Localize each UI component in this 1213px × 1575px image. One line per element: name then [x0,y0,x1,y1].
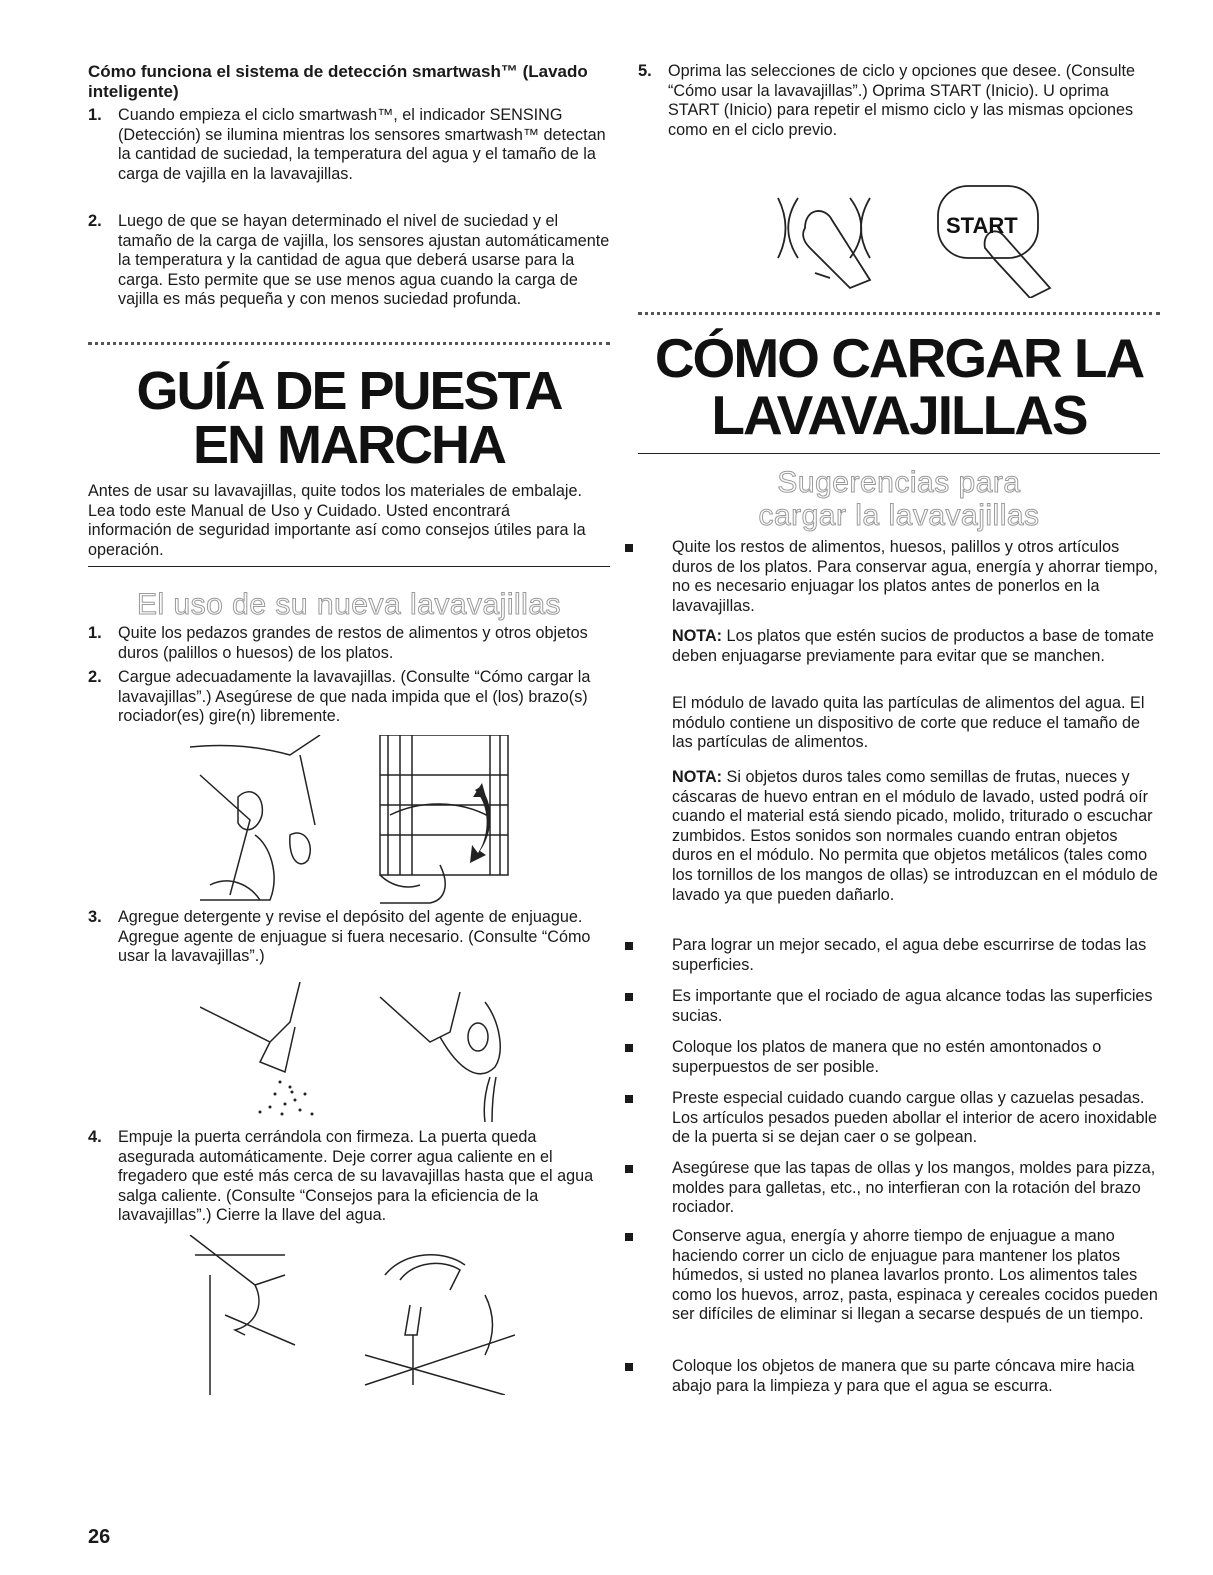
step-text: Agregue detergente y revise el depósito del agente de enjuague. Agregue agente de enjuague si fuera necesario. (Consulte “Cómo usar la lavavajillas”.) [118,908,591,966]
step-3 [88,908,610,967]
item-number: 1. [88,106,102,124]
step-1 [88,624,610,663]
section-heading-uso: El uso de su nueva lavavajillas [136,588,562,621]
start-button-label: START [946,213,1018,238]
module-paragraph: El módulo de lavado quita las partículas de alimentos del agua. El módulo contiene un dispositivo de corte que reduce el tamaño de las partículas de alimentos. [672,694,1145,752]
tip-text: Coloque los objetos de manera que su parte cóncava mire hacia abajo para la limpieza y para que el agua se escurra. [672,1357,1135,1395]
step-number: 1. [88,624,102,642]
detergent-illustration [200,982,520,1122]
smartwash-heading: Cómo funciona el sistema de detección smartwash™ (Lavado inteligente) [88,62,588,101]
tip-text: Para lograr un mejor secado, el agua debe escurrirse de todas las superficies. [672,936,1147,974]
section-rule [88,566,610,567]
tip-text: Quite los restos de alimentos, huesos, palillos y otros artículos duros de los platos. Para conservar agua, energía y ahorrar tiempo, no es necesario enjuagar los platos antes de ponerlos en la lavavajillas. [672,538,1158,615]
tip-text: Asegúrese que las tapas de ollas y los mangos, moldes para pizza, moldes para galletas, etc., no interfieran con la rotación del brazo rociador. [672,1159,1156,1217]
section-rule [638,453,1160,454]
step-4 [88,1128,610,1226]
step-text: Quite los pedazos grandes de restos de alimentos y otros objetos duros (palillos o huesos) de los platos. [118,624,588,662]
loading-rack-illustration [190,735,520,905]
bullet-marker [638,1357,672,1396]
dotted-divider [88,342,610,345]
bullet-marker [638,1089,672,1148]
smartwash-item-1 [88,106,610,184]
intro-paragraph: Antes de usar su lavavajillas, quite todos los materiales de embalaje. Lea todo este Manual de Uso y Cuidado. Usted encontrará información de seguridad importante así como consejos útiles para la operación. [88,482,586,559]
tip-item [638,1357,1160,1396]
smartwash-item-2 [88,212,610,310]
item-number: 2. [88,212,102,230]
tips-heading-line-1: Sugerencias para [777,466,1021,499]
step-text: Cargue adecuadamente la lavavajillas. (Consulte “Cómo cargar la lavavajillas”.) Asegúrese de que nada impida que el (los) brazo(s) rociador(es) gire(n) libremente. [118,668,591,726]
tip-item [638,987,1160,1026]
step-2 [88,668,610,727]
item-text: Luego de que se hayan determinado el nivel de suciedad y el tamaño de la carga de vajilla, los sensores ajustan automáticamente la temperatura y la cantidad de agua que deberá usarse para la carga. Esto permite que se use menos agua cuando la carga de vajilla es más pequeña y con menos suciedad profunda. [118,212,610,309]
page-title-como-cargar [638,327,1160,446]
note-2 [672,768,1160,905]
tip-item [638,1159,1160,1218]
note-text: Los platos que estén sucios de productos a base de tomate deben enjuagarse previamente para evitar que se manchen. [672,627,1155,665]
tips-heading [638,466,1160,532]
tip-item [638,1089,1160,1148]
step-number: 4. [88,1128,102,1146]
step-text: Empuje la puerta cerrándola con firmeza. La puerta queda asegurada automáticamente. Deje correr agua caliente en el fregadero que esté más cerca de su lavavajillas hasta que el agua salga caliente. (Consulte “Consejos para la eficiencia de la lavavajillas”.) Cierre la llave del agua. [118,1128,594,1225]
tip-item [638,936,1160,975]
dotted-divider [638,312,1160,315]
bullet-marker [638,1038,672,1077]
title-line-1: CÓMO CARGAR LA [654,327,1144,389]
tips-heading-line-2: cargar la lavavajillas [758,499,1040,532]
tip-text: Es importante que el rociado de agua alcance todas las superficies sucias. [672,987,1153,1025]
tip-item [638,1227,1160,1325]
tip-text: Coloque los platos de manera que no estén amontonados o superpuestos de ser posible. [672,1038,1102,1076]
note-label: NOTA: [672,627,723,645]
tip-item [638,1038,1160,1077]
tip-text: Conserve agua, energía y ahorre tiempo de enjuague a mano haciendo correr un ciclo de enjuague para mantener los platos húmedos, si usted no planea lavarlos pronto. Los alimentos tales como los huevos, arroz, pasta, espinaca y cereales cocidos pueden ser difíciles de eliminar si llegan a secarse después de un tiempo. [672,1227,1158,1324]
bullet-marker [638,936,672,975]
tip-text: Preste especial cuidado cuando cargue ollas y cazuelas pesadas. Los artículos pesados pueden abollar el interior de acero inoxidable de la puerta si se dejan caer o se golpean. [672,1089,1158,1147]
page-title-guia [88,361,610,475]
step-number: 2. [88,668,102,686]
bullet-marker [638,1159,672,1218]
note-text: Si objetos duros tales como semillas de frutas, nueces y cáscaras de huevo entran en el módulo de lavado, usted podrá oír cuando el material está siendo picado, molido, triturado o escuchar zumbidos. Estos sonidos son normales cuando entran objetos duros en el módulo. No permita que objetos metálicos (tales como los tornillos de los mangos de ollas) se introduzcan en el módulo de lavado ya que pueden dañarlo. [672,768,1158,904]
control-panel-illustration [770,178,1070,298]
title-line-2: LAVAVAJILLAS [711,384,1087,446]
step-number: 5. [638,62,652,80]
bullet-marker [638,538,672,616]
close-door-faucet-illustration [185,1235,515,1395]
note-1 [672,627,1160,666]
tip-item [638,538,1160,616]
title-line-2: EN MARCHA [193,415,505,475]
step-number: 3. [88,908,102,926]
page-number: 26 [88,1526,111,1548]
step-text: Oprima las selecciones de ciclo y opciones que desee. (Consulte “Cómo usar la lavavajillas”.) Oprima START (Inicio). U oprima START (Inicio) para repetir el mismo ciclo y las mismas opciones como en el ciclo previo. [668,62,1135,139]
bullet-marker [638,1227,672,1325]
title-line-1: GUÍA DE PUESTA [136,361,562,421]
note-label: NOTA: [672,768,723,786]
step-5 [638,62,1160,140]
bullet-marker [638,987,672,1026]
item-text: Cuando empieza el ciclo smartwash™, el indicador SENSING (Detección) se ilumina mientras los sensores smartwash™ detectan la cantidad de suciedad, la temperatura del agua y el tamaño de la carga de vajilla en la lavavajillas. [118,106,606,183]
